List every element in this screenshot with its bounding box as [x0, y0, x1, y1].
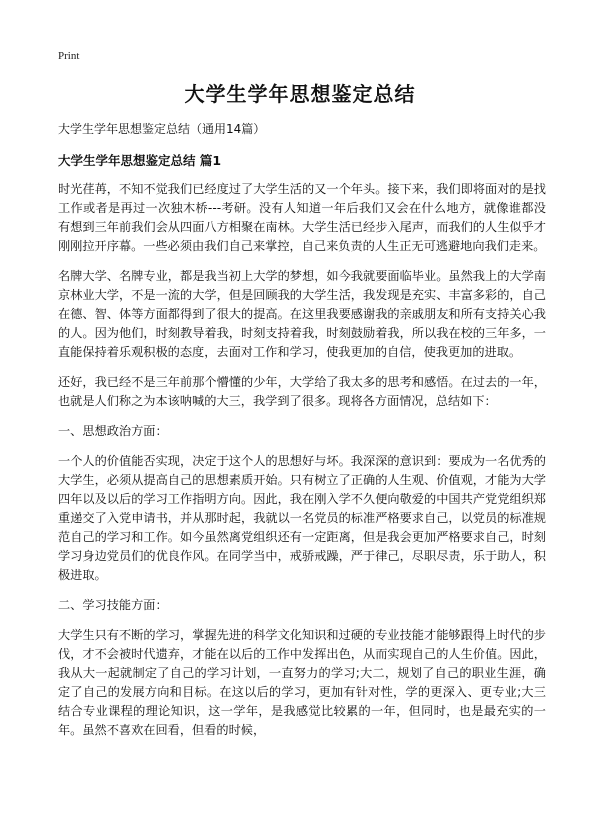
document-body: [58, 180, 546, 751]
section-heading: 大学生学年思想鉴定总结 篇1: [58, 153, 222, 168]
paragraph: 还好，我已经不是三年前那个懵懂的少年，大学给了我太多的思考和感悟。在过去的一年，也就是人们称之为本该呐喊的大三，我学到了很多。现将各方面情况，总结如下：: [58, 375, 546, 408]
print-label[interactable]: Print: [58, 50, 80, 62]
subheading-politics: 一、思想政治方面：: [58, 424, 168, 438]
paragraph: 一个人的价值能否实现，决定于这个人的思想好与坏。我深深的意识到：要成为一名优秀的大学生，必须从提高自己的思想素质开始。只有树立了正确的人生观、价值观，才能为大学四年以及以后的学习工作指明方向。因此，我在刚入学不久便向敬爱的中国共产党党组织郑重递交了入党申请书，并从那时起，我就以一名党员的标准严格要求自己，以党员的标准规范自己的学习和工作。如今虽然离党组织还有一定距离，但是我会更加严格要求自己，时刻学习身边党员们的优良作风。在同学当中，戒骄戒躁，严于律己，尽职尽责，乐于助人，积极进取。: [58, 454, 546, 582]
paragraph: 时光荏苒，不知不觉我们已经度过了大学生活的又一个年头。接下来，我们即将面对的是找工作或者是再过一次独木桥---考研。没有人知道一年后我们又会在什么地方，就像谁都没有想到三年前我们会从四面八方相聚在南林。大学生活已经步入尾声，而我们的人生似乎才刚刚拉开序幕。一些必须由我们自己来掌控，自己来负责的人生正无可逃避地向我们走来。: [58, 182, 546, 253]
paragraph: 大学生只有不断的学习，掌握先进的科学文化知识和过硬的专业技能才能够跟得上时代的步伐，才不会被时代遗弃，才能在以后的工作中发挥出色，从而实现自己的人生价值。因此，我从大一起就制定了自己的学习计划，一直努力的学习;大二，规划了自己的职业生涯，确定了自己的发展方向和目标。在这以后的学习，更加有针对性，学的更深入、更专业;大三结合专业课程的理论知识，这一学年，是我感觉比较累的一年，但同时，也是最充实的一年。虽然不喜欢在回看，但看的时候，: [58, 628, 546, 737]
paragraph: 名牌大学、名牌专业，都是我当初上大学的梦想，如今我就要面临毕业。虽然我上的大学南京林业大学，不是一流的大学，但是回顾我的大学生活，我发现是充实、丰富多彩的，自己在德、智、体等方面都得到了很大的提高。在这里我要感谢我的亲戚朋友和所有支持关心我的人。因为他们，时刻教导着我，时刻支持着我，时刻鼓励着我，所以我在校的三年多，一直能保持着乐观积极的态度，去面对工作和学习，使我更加的自信，使我更加的进取。: [58, 269, 546, 359]
document-title: 大学生学年思想鉴定总结: [184, 82, 416, 106]
document-subtitle: 大学生学年思想鉴定总结（通用14篇）: [58, 122, 266, 136]
subheading-study: 二、学习技能方面：: [58, 598, 168, 612]
